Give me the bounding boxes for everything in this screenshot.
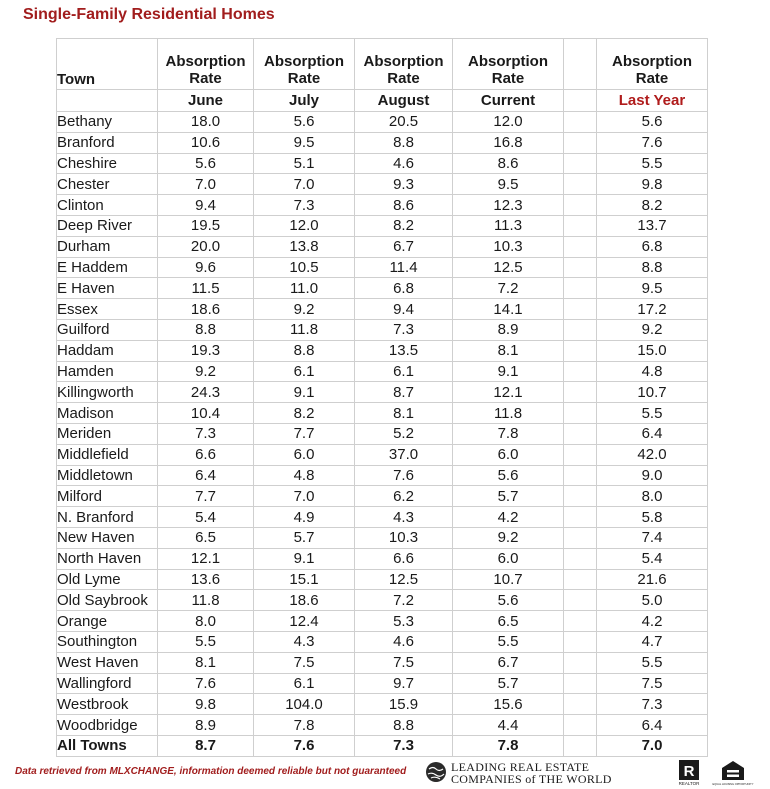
spacer-cell — [564, 444, 597, 465]
column-header-july — [254, 39, 355, 90]
value-cell-july: 11.0 — [254, 278, 355, 299]
table-row — [57, 340, 708, 361]
value-cell-july: 6.1 — [254, 361, 355, 382]
table-row — [57, 611, 708, 632]
table-row — [57, 652, 708, 673]
value-cell-current: 5.6 — [453, 590, 564, 611]
spacer-cell — [564, 403, 597, 424]
value-cell-july: 9.5 — [254, 132, 355, 153]
period-row — [57, 90, 708, 112]
table-row — [57, 174, 708, 195]
town-cell: Woodbridge — [57, 715, 158, 736]
period-current: Current — [453, 90, 564, 112]
table-row — [57, 444, 708, 465]
value-cell-july: 7.3 — [254, 195, 355, 216]
table-row — [57, 278, 708, 299]
brand-line-1: LEADING REAL ESTATE — [451, 760, 590, 774]
value-cell-last-year: 5.5 — [597, 403, 708, 424]
spacer-cell — [564, 465, 597, 486]
value-cell-current: 6.0 — [453, 444, 564, 465]
table-row — [57, 486, 708, 507]
column-header-august — [355, 39, 453, 90]
value-cell-june: 11.5 — [158, 278, 254, 299]
value-cell-current: 7.2 — [453, 278, 564, 299]
value-cell-last-year: 8.8 — [597, 257, 708, 278]
table-row — [57, 112, 708, 133]
value-cell-july: 6.0 — [254, 444, 355, 465]
value-cell-last-year: 5.6 — [597, 112, 708, 133]
spacer-cell — [564, 112, 597, 133]
equal-housing-text: EQUAL HOUSING OPPORTUNITY — [712, 783, 754, 786]
spacer-cell — [564, 486, 597, 507]
value-cell-july: 9.2 — [254, 299, 355, 320]
town-cell: All Towns — [57, 735, 158, 756]
town-cell: North Haven — [57, 548, 158, 569]
value-cell-august: 7.6 — [355, 465, 453, 486]
page-title: Single-Family Residential Homes — [23, 6, 275, 23]
town-cell: Deep River — [57, 215, 158, 236]
value-cell-last-year: 4.7 — [597, 631, 708, 652]
value-cell-august: 5.2 — [355, 423, 453, 444]
value-cell-july: 7.5 — [254, 652, 355, 673]
town-cell: Killingworth — [57, 382, 158, 403]
value-cell-last-year: 6.4 — [597, 715, 708, 736]
value-cell-last-year: 5.5 — [597, 153, 708, 174]
value-cell-last-year: 17.2 — [597, 299, 708, 320]
value-cell-august: 8.8 — [355, 132, 453, 153]
town-cell: Durham — [57, 236, 158, 257]
value-cell-july: 7.0 — [254, 486, 355, 507]
table-row — [57, 319, 708, 340]
value-cell-current: 9.5 — [453, 174, 564, 195]
value-cell-last-year: 8.0 — [597, 486, 708, 507]
value-cell-last-year: 6.4 — [597, 423, 708, 444]
table-row — [57, 590, 708, 611]
globe-icon — [425, 761, 447, 783]
value-cell-last-year: 21.6 — [597, 569, 708, 590]
header-label: Absorption — [363, 53, 444, 70]
value-cell-june: 10.4 — [158, 403, 254, 424]
value-cell-august: 6.7 — [355, 236, 453, 257]
value-cell-august: 8.8 — [355, 715, 453, 736]
header-label: Absorption — [264, 53, 344, 70]
town-cell: Clinton — [57, 195, 158, 216]
value-cell-current: 10.7 — [453, 569, 564, 590]
value-cell-july: 5.6 — [254, 112, 355, 133]
spacer-cell — [564, 631, 597, 652]
value-cell-july: 7.6 — [254, 735, 355, 756]
value-cell-june: 19.3 — [158, 340, 254, 361]
table-row — [57, 527, 708, 548]
value-cell-last-year: 4.2 — [597, 611, 708, 632]
value-cell-june: 8.9 — [158, 715, 254, 736]
value-cell-last-year: 7.3 — [597, 694, 708, 715]
table-row — [57, 257, 708, 278]
value-cell-july: 7.0 — [254, 174, 355, 195]
spacer-cell — [564, 215, 597, 236]
value-cell-august: 9.3 — [355, 174, 453, 195]
spacer-cell — [564, 694, 597, 715]
value-cell-current: 6.0 — [453, 548, 564, 569]
value-cell-last-year: 7.4 — [597, 527, 708, 548]
value-cell-current: 12.1 — [453, 382, 564, 403]
value-cell-july: 6.1 — [254, 673, 355, 694]
spacer-cell — [564, 236, 597, 257]
period-cell-blank — [57, 90, 158, 112]
value-cell-june: 20.0 — [158, 236, 254, 257]
value-cell-july: 8.2 — [254, 403, 355, 424]
value-cell-last-year: 4.8 — [597, 361, 708, 382]
value-cell-august: 7.3 — [355, 319, 453, 340]
town-cell: Hamden — [57, 361, 158, 382]
value-cell-current: 7.8 — [453, 735, 564, 756]
spacer-cell — [564, 548, 597, 569]
value-cell-august: 20.5 — [355, 112, 453, 133]
spacer-cell — [564, 735, 597, 756]
spacer-cell — [564, 278, 597, 299]
value-cell-current: 7.8 — [453, 423, 564, 444]
period-july: July — [254, 90, 355, 112]
value-cell-june: 7.7 — [158, 486, 254, 507]
column-header-current — [453, 39, 564, 90]
table-row — [57, 153, 708, 174]
town-cell: Bethany — [57, 112, 158, 133]
table-row — [57, 299, 708, 320]
value-cell-july: 8.8 — [254, 340, 355, 361]
value-cell-august: 7.3 — [355, 735, 453, 756]
spacer-cell — [564, 361, 597, 382]
town-cell: Orange — [57, 611, 158, 632]
town-cell: Meriden — [57, 423, 158, 444]
value-cell-august: 6.8 — [355, 278, 453, 299]
value-cell-june: 18.6 — [158, 299, 254, 320]
value-cell-june: 5.4 — [158, 507, 254, 528]
value-cell-current: 15.6 — [453, 694, 564, 715]
value-cell-last-year: 5.8 — [597, 507, 708, 528]
column-header-last-year — [597, 39, 708, 90]
town-cell: Essex — [57, 299, 158, 320]
value-cell-june: 9.2 — [158, 361, 254, 382]
value-cell-current: 12.3 — [453, 195, 564, 216]
table-row — [57, 465, 708, 486]
value-cell-june: 5.6 — [158, 153, 254, 174]
header-label: Rate — [635, 70, 669, 87]
town-cell: Middletown — [57, 465, 158, 486]
value-cell-june: 9.4 — [158, 195, 254, 216]
town-cell: Cheshire — [57, 153, 158, 174]
value-cell-july: 5.1 — [254, 153, 355, 174]
table-row — [57, 403, 708, 424]
value-cell-last-year: 15.0 — [597, 340, 708, 361]
town-cell: E Haddem — [57, 257, 158, 278]
realtor-icon — [678, 760, 700, 786]
town-cell: Old Lyme — [57, 569, 158, 590]
brand-logo — [425, 760, 675, 786]
value-cell-current: 12.5 — [453, 257, 564, 278]
spacer-cell — [564, 195, 597, 216]
value-cell-july: 4.9 — [254, 507, 355, 528]
value-cell-june: 8.7 — [158, 735, 254, 756]
value-cell-last-year: 13.7 — [597, 215, 708, 236]
table-row — [57, 507, 708, 528]
value-cell-july: 12.4 — [254, 611, 355, 632]
value-cell-june: 8.1 — [158, 652, 254, 673]
value-cell-june: 12.1 — [158, 548, 254, 569]
header-label: Rate — [387, 70, 420, 87]
header-row — [57, 39, 708, 90]
value-cell-last-year: 7.0 — [597, 735, 708, 756]
value-cell-current: 6.7 — [453, 652, 564, 673]
value-cell-current: 4.4 — [453, 715, 564, 736]
total-row — [57, 735, 708, 756]
spacer-cell — [564, 382, 597, 403]
table-row — [57, 215, 708, 236]
value-cell-july: 15.1 — [254, 569, 355, 590]
spacer-cell — [564, 611, 597, 632]
value-cell-july: 13.8 — [254, 236, 355, 257]
value-cell-august: 15.9 — [355, 694, 453, 715]
value-cell-august: 8.7 — [355, 382, 453, 403]
value-cell-august: 7.5 — [355, 652, 453, 673]
realtor-text: REALTOR — [678, 781, 700, 786]
header-label: Absorption — [612, 53, 692, 70]
value-cell-last-year: 8.2 — [597, 195, 708, 216]
value-cell-current: 8.1 — [453, 340, 564, 361]
header-label: Absorption — [165, 53, 246, 70]
value-cell-august: 8.2 — [355, 215, 453, 236]
value-cell-last-year: 5.5 — [597, 652, 708, 673]
spacer-cell — [564, 257, 597, 278]
value-cell-june: 19.5 — [158, 215, 254, 236]
value-cell-june: 5.5 — [158, 631, 254, 652]
header-label: Rate — [491, 70, 525, 87]
value-cell-current: 9.2 — [453, 527, 564, 548]
value-cell-last-year: 6.8 — [597, 236, 708, 257]
value-cell-current: 5.7 — [453, 486, 564, 507]
table-row — [57, 382, 708, 403]
value-cell-july: 18.6 — [254, 590, 355, 611]
spacer-cell — [564, 569, 597, 590]
spacer-cell — [564, 715, 597, 736]
value-cell-august: 10.3 — [355, 527, 453, 548]
value-cell-current: 8.9 — [453, 319, 564, 340]
value-cell-last-year: 10.7 — [597, 382, 708, 403]
value-cell-june: 7.3 — [158, 423, 254, 444]
value-cell-current: 9.1 — [453, 361, 564, 382]
realtor-mark: R — [683, 763, 695, 780]
table-row — [57, 132, 708, 153]
value-cell-june: 13.6 — [158, 569, 254, 590]
town-cell: Middlefield — [57, 444, 158, 465]
value-cell-august: 12.5 — [355, 569, 453, 590]
column-header-june — [158, 39, 254, 90]
value-cell-july: 5.7 — [254, 527, 355, 548]
footnote: Data retrieved from MLXCHANGE, information deemed reliable but not guaranteed — [15, 766, 407, 777]
spacer-cell — [564, 527, 597, 548]
spacer-cell — [564, 673, 597, 694]
spacer-cell — [564, 590, 597, 611]
value-cell-august: 8.1 — [355, 403, 453, 424]
table-row — [57, 236, 708, 257]
value-cell-july: 4.3 — [254, 631, 355, 652]
value-cell-june: 9.8 — [158, 694, 254, 715]
table-row — [57, 361, 708, 382]
value-cell-current: 6.5 — [453, 611, 564, 632]
value-cell-current: 10.3 — [453, 236, 564, 257]
table-row — [57, 569, 708, 590]
value-cell-august: 4.6 — [355, 631, 453, 652]
town-cell: Guilford — [57, 319, 158, 340]
table-row — [57, 631, 708, 652]
value-cell-august: 6.2 — [355, 486, 453, 507]
value-cell-july: 7.7 — [254, 423, 355, 444]
value-cell-last-year: 5.4 — [597, 548, 708, 569]
town-header: Town — [57, 39, 158, 90]
value-cell-current: 16.8 — [453, 132, 564, 153]
town-cell: N. Branford — [57, 507, 158, 528]
town-cell: Westbrook — [57, 694, 158, 715]
value-cell-june: 7.0 — [158, 174, 254, 195]
spacer-cell — [564, 340, 597, 361]
value-cell-june: 6.6 — [158, 444, 254, 465]
value-cell-july: 104.0 — [254, 694, 355, 715]
equal-housing-icon — [712, 760, 754, 786]
spacer-cell — [564, 132, 597, 153]
town-cell: Madison — [57, 403, 158, 424]
town-cell: Chester — [57, 174, 158, 195]
value-cell-august: 13.5 — [355, 340, 453, 361]
spacer-cell — [564, 299, 597, 320]
value-cell-june: 10.6 — [158, 132, 254, 153]
value-cell-last-year: 9.8 — [597, 174, 708, 195]
value-cell-current: 5.6 — [453, 465, 564, 486]
period-last-year: Last Year — [597, 90, 708, 112]
town-cell: Haddam — [57, 340, 158, 361]
header-label: Absorption — [468, 53, 548, 70]
value-cell-june: 9.6 — [158, 257, 254, 278]
table-row — [57, 195, 708, 216]
value-cell-june: 8.0 — [158, 611, 254, 632]
value-cell-current: 11.3 — [453, 215, 564, 236]
value-cell-august: 4.6 — [355, 153, 453, 174]
value-cell-current: 11.8 — [453, 403, 564, 424]
spacer-cell — [564, 174, 597, 195]
table-row — [57, 423, 708, 444]
value-cell-june: 6.4 — [158, 465, 254, 486]
value-cell-july: 9.1 — [254, 548, 355, 569]
value-cell-last-year: 7.6 — [597, 132, 708, 153]
town-cell: Milford — [57, 486, 158, 507]
spacer-cell — [564, 90, 597, 112]
table-row — [57, 548, 708, 569]
value-cell-last-year: 5.0 — [597, 590, 708, 611]
value-cell-august: 6.6 — [355, 548, 453, 569]
value-cell-current: 14.1 — [453, 299, 564, 320]
town-cell: New Haven — [57, 527, 158, 548]
value-cell-june: 7.6 — [158, 673, 254, 694]
value-cell-last-year: 9.0 — [597, 465, 708, 486]
value-cell-june: 6.5 — [158, 527, 254, 548]
town-cell: West Haven — [57, 652, 158, 673]
value-cell-august: 6.1 — [355, 361, 453, 382]
value-cell-last-year: 42.0 — [597, 444, 708, 465]
value-cell-june: 11.8 — [158, 590, 254, 611]
town-cell: Southington — [57, 631, 158, 652]
value-cell-august: 7.2 — [355, 590, 453, 611]
period-june: June — [158, 90, 254, 112]
value-cell-august: 9.4 — [355, 299, 453, 320]
spacer-cell — [564, 153, 597, 174]
value-cell-current: 5.5 — [453, 631, 564, 652]
spacer-cell — [564, 507, 597, 528]
value-cell-current: 12.0 — [453, 112, 564, 133]
value-cell-august: 37.0 — [355, 444, 453, 465]
period-august: August — [355, 90, 453, 112]
header-label: Rate — [287, 70, 321, 87]
town-cell: Wallingford — [57, 673, 158, 694]
brand-line-2: COMPANIES of THE WORLD — [451, 772, 612, 786]
value-cell-june: 18.0 — [158, 112, 254, 133]
spacer-cell — [564, 39, 597, 90]
spacer-cell — [564, 652, 597, 673]
value-cell-august: 11.4 — [355, 257, 453, 278]
table-row — [57, 715, 708, 736]
value-cell-last-year: 9.2 — [597, 319, 708, 340]
value-cell-june: 8.8 — [158, 319, 254, 340]
value-cell-august: 9.7 — [355, 673, 453, 694]
town-cell: Old Saybrook — [57, 590, 158, 611]
spacer-cell — [564, 423, 597, 444]
value-cell-august: 5.3 — [355, 611, 453, 632]
absorption-table — [56, 38, 708, 757]
value-cell-july: 11.8 — [254, 319, 355, 340]
value-cell-last-year: 7.5 — [597, 673, 708, 694]
value-cell-july: 12.0 — [254, 215, 355, 236]
value-cell-july: 10.5 — [254, 257, 355, 278]
value-cell-june: 24.3 — [158, 382, 254, 403]
value-cell-july: 7.8 — [254, 715, 355, 736]
value-cell-august: 8.6 — [355, 195, 453, 216]
value-cell-current: 4.2 — [453, 507, 564, 528]
header-label: Rate — [189, 70, 222, 87]
spacer-cell — [564, 319, 597, 340]
value-cell-july: 9.1 — [254, 382, 355, 403]
town-cell: Branford — [57, 132, 158, 153]
town-cell: E Haven — [57, 278, 158, 299]
value-cell-last-year: 9.5 — [597, 278, 708, 299]
value-cell-august: 4.3 — [355, 507, 453, 528]
table-row — [57, 673, 708, 694]
table-row — [57, 694, 708, 715]
value-cell-july: 4.8 — [254, 465, 355, 486]
value-cell-current: 8.6 — [453, 153, 564, 174]
value-cell-current: 5.7 — [453, 673, 564, 694]
